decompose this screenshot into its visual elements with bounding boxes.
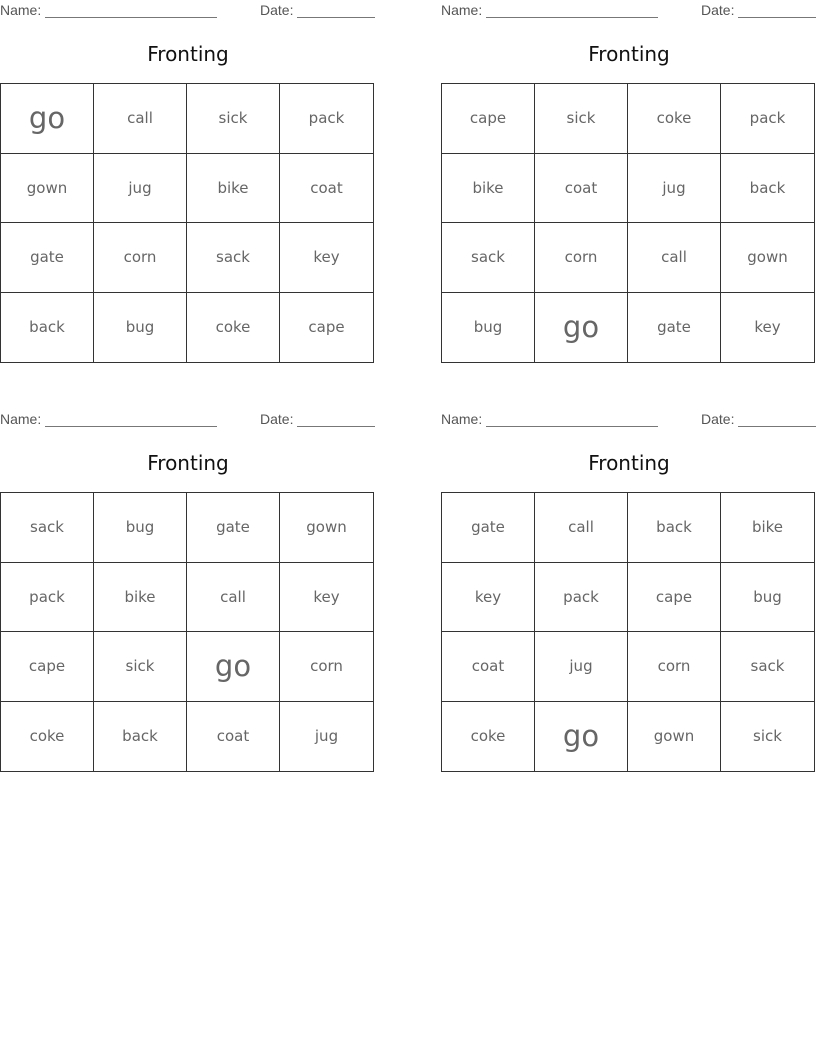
bingo-cell: gate	[628, 293, 721, 363]
bingo-cell: bike	[94, 563, 187, 633]
bingo-cell: gown	[280, 493, 373, 563]
bingo-cell: coat	[187, 702, 280, 772]
bingo-grid	[0, 83, 374, 363]
bingo-cell: back	[94, 702, 187, 772]
bingo-cell: coat	[535, 154, 628, 224]
bingo-cell: corn	[280, 632, 373, 702]
card-title: Fronting	[588, 451, 670, 475]
bingo-cell: pack	[721, 84, 814, 154]
bingo-cell: bike	[187, 154, 280, 224]
bingo-cell: coat	[442, 632, 535, 702]
bingo-cell: sack	[187, 223, 280, 293]
bingo-cell: corn	[94, 223, 187, 293]
bingo-grid	[441, 492, 815, 772]
name-label: Name:	[0, 411, 42, 427]
bingo-cell: key	[442, 563, 535, 633]
card-title: Fronting	[147, 451, 229, 475]
date-field-line	[738, 17, 816, 18]
bingo-cell: call	[535, 493, 628, 563]
bingo-cell: coke	[628, 84, 721, 154]
header-row	[0, 2, 376, 20]
bingo-cell: bug	[94, 293, 187, 363]
bingo-cell: back	[1, 293, 94, 363]
bingo-cell: bug	[721, 563, 814, 633]
bingo-cell: gown	[628, 702, 721, 772]
bingo-cell: corn	[535, 223, 628, 293]
header-row	[441, 411, 816, 429]
name-field-line	[45, 17, 217, 18]
name-field-line	[486, 17, 658, 18]
bingo-cell: key	[280, 223, 373, 293]
bingo-grid	[0, 492, 374, 772]
bingo-cell: coke	[442, 702, 535, 772]
bingo-cell: jug	[94, 154, 187, 224]
bingo-cell: back	[628, 493, 721, 563]
bingo-cell: gown	[1, 154, 94, 224]
name-label: Name:	[441, 2, 483, 18]
bingo-cell: pack	[1, 563, 94, 633]
header-row	[441, 2, 816, 20]
date-label: Date:	[260, 2, 294, 18]
bingo-cell: gate	[187, 493, 280, 563]
bingo-cell: key	[754, 318, 781, 337]
bingo-cell: sick	[535, 84, 628, 154]
name-field-line	[45, 426, 217, 427]
card-title: Fronting	[588, 42, 670, 66]
bingo-cell: pack	[535, 563, 628, 633]
bingo-cell: bug	[442, 293, 535, 363]
free-space-cell: go	[187, 632, 280, 702]
bingo-cell: cape	[442, 84, 535, 154]
bingo-cell: sack	[442, 223, 535, 293]
bingo-card	[441, 0, 816, 366]
bingo-cell: jug	[314, 727, 339, 746]
card-title: Fronting	[147, 42, 229, 66]
date-field-line	[297, 17, 375, 18]
bingo-cell: bug	[94, 493, 187, 563]
date-label: Date:	[701, 411, 735, 427]
name-field-line	[486, 426, 658, 427]
bingo-cell: gate	[1, 223, 94, 293]
free-space-cell: go	[1, 84, 94, 154]
bingo-cell: key	[280, 563, 373, 633]
date-label: Date:	[701, 2, 735, 18]
free-space-cell: go	[535, 702, 628, 772]
bingo-cell: coat	[280, 154, 373, 224]
bingo-cell: coke	[1, 702, 94, 772]
bingo-cell: corn	[628, 632, 721, 702]
date-field-line	[738, 426, 816, 427]
bingo-cell: call	[628, 223, 721, 293]
bingo-grid	[441, 83, 815, 363]
bingo-cell: coke	[187, 293, 280, 363]
bingo-cell: bike	[442, 154, 535, 224]
bingo-cell: call	[94, 84, 187, 154]
bingo-cell: jug	[628, 154, 721, 224]
bingo-cell: sick	[187, 84, 280, 154]
free-space-cell: go	[535, 293, 628, 363]
bingo-cell: pack	[280, 84, 373, 154]
bingo-cell: sack	[721, 632, 814, 702]
bingo-cell: sack	[1, 493, 94, 563]
bingo-card	[0, 409, 376, 775]
date-label: Date:	[260, 411, 294, 427]
date-field-line	[297, 426, 375, 427]
bingo-cell: sick	[753, 727, 782, 746]
name-label: Name:	[441, 411, 483, 427]
bingo-cell: gown	[721, 223, 814, 293]
bingo-card	[441, 409, 816, 775]
bingo-cell: cape	[1, 632, 94, 702]
bingo-cell: jug	[535, 632, 628, 702]
bingo-cell: cape	[628, 563, 721, 633]
bingo-cell: call	[187, 563, 280, 633]
bingo-cell: cape	[308, 318, 345, 337]
header-row	[0, 411, 376, 429]
bingo-cell: back	[721, 154, 814, 224]
bingo-cell: bike	[721, 493, 814, 563]
name-label: Name:	[0, 2, 42, 18]
bingo-cell: gate	[442, 493, 535, 563]
bingo-cell: sick	[94, 632, 187, 702]
bingo-card	[0, 0, 376, 366]
